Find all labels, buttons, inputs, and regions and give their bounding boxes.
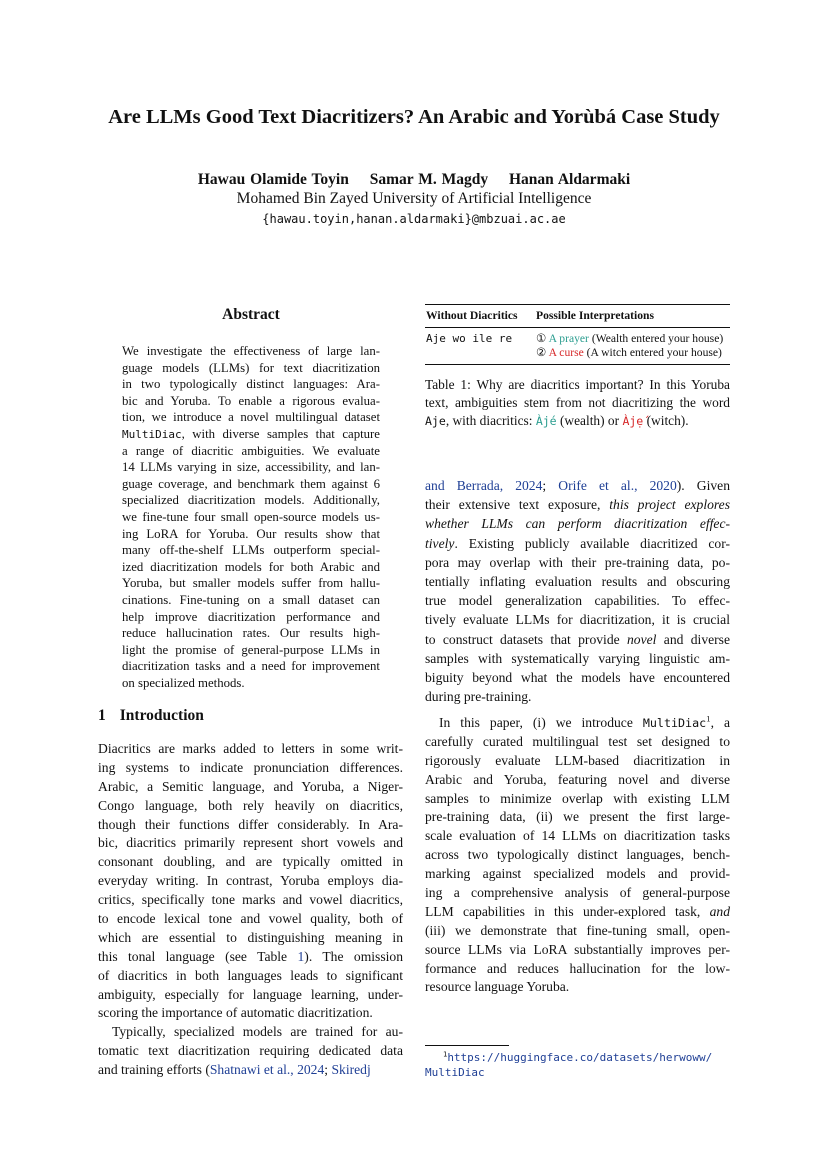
text-line: biguity beyond what the models have encountered <box>425 669 730 685</box>
interpretation-gloss: (Wealth entered your house) <box>591 332 724 346</box>
body-paragraph <box>425 476 730 706</box>
author: Hanan Aldarmaki <box>509 171 631 188</box>
circled-one-icon: ① <box>536 332 547 346</box>
text-span: LLM capabilities in this under-explored task, <box>425 903 710 919</box>
body-paragraph <box>425 714 730 997</box>
text-line: 14 LLMs varying in size, accessibility, and lan- <box>122 460 380 475</box>
citation-link[interactable]: 1 <box>297 948 305 964</box>
interpretation-gloss: (A witch entered your house) <box>586 346 722 360</box>
text-span: , with diacritics: <box>445 413 536 428</box>
section-title: Introduction <box>119 707 204 724</box>
text-line: everyday writing. In contrast, Yoruba employs dia- <box>98 873 403 889</box>
footnote-marker: 1 <box>443 1049 448 1059</box>
text-line: across two typologically distinct languages, bench- <box>425 847 730 863</box>
text-line: tomatic text diacritization requiring dedicated data <box>98 1043 403 1059</box>
text-line: Yoruba, but smaller models suffer from hallu- <box>122 576 380 591</box>
circled-two-icon: ② <box>536 346 547 360</box>
text-line: pre-training data, (ii) we present the first large- <box>425 809 730 825</box>
text-line: scale evaluation of 14 LLMs on diacritization tasks <box>425 828 730 844</box>
text-line: pora may overlap with their pre-training data, po- <box>425 554 730 570</box>
text-line: tively evaluate LLMs for diacritization, it is crucial <box>425 612 730 628</box>
text-line: diacritization tasks and a need for improvement <box>122 659 380 674</box>
text-line: on specialized methods. <box>122 675 245 690</box>
text-line: help improve diacritization performance and <box>122 609 380 624</box>
intro-text <box>98 740 403 1080</box>
text-line <box>425 514 730 533</box>
text-span: and diverse <box>656 631 730 647</box>
text-line: in two typologically distinct languages: Ara- <box>122 377 380 392</box>
text-line: Diacritics are marks added to letters in some writ- <box>98 741 403 756</box>
text-span: (witch). <box>643 413 689 428</box>
text-line: specialized diacritization models. Additionally, <box>122 493 380 508</box>
paper-title: Are LLMs Good Text Diacritizers? An Arabic and Yorùbá Case Study <box>108 106 720 128</box>
text-span: and <box>709 903 730 919</box>
text-line <box>425 495 730 514</box>
text-line: during pre-training. <box>425 689 532 705</box>
author-email: {hawau.toyin,hanan.aldarmaki}@mbzuai.ac.ae <box>262 212 566 226</box>
text-line: Table 1: Why are diacritics important? In this Yoruba <box>425 377 730 392</box>
text-line: Arabic, a Semitic language, and Yoruba, a Niger- <box>98 778 403 794</box>
text-span: tively <box>425 535 455 551</box>
text-span: this project explores <box>609 497 731 513</box>
text-line: ized diacritization models for both Arabic and <box>122 559 380 574</box>
text-line: guage coverage, and benchmark them against 6 <box>122 476 380 491</box>
table-body <box>425 328 730 364</box>
text-line: formance and reduces hallucination for the low- <box>425 960 730 976</box>
citation-link[interactable]: and Berrada, 2024 <box>425 478 543 493</box>
text-line: ing a comprehensive analysis of general-purpose <box>425 885 730 901</box>
text-line: which are essential to distinguishing meaning in <box>98 929 403 945</box>
text-line: bic, diacritics primarily represent short vowels and <box>98 835 403 851</box>
text-span: MultiDiac <box>122 427 182 441</box>
citation-link[interactable]: Skiredj <box>331 1062 371 1078</box>
text-span: Àjẹ́ <box>622 414 644 428</box>
text-line <box>425 412 730 430</box>
text-line <box>425 534 730 553</box>
text-line: carefully curated multilingual test set designed to <box>425 733 730 749</box>
text-line: guage models (LLMs) for text diacritization <box>122 360 380 375</box>
footnote[interactable] <box>425 1050 730 1080</box>
column-header: Possible Interpretations <box>536 309 654 323</box>
text-line: true model generalization capabilities. To effec- <box>425 593 730 609</box>
text-line <box>98 948 403 967</box>
text-line: marking against specialized models and provid- <box>425 866 730 882</box>
footnote-ref[interactable]: 1 <box>706 713 711 724</box>
text-line: rigorously evaluate LLM-based diacritization in <box>425 752 730 768</box>
text-span: . Existing publicly available diacritized cor- <box>454 535 730 551</box>
citation-link[interactable]: Shatnawi et al., 2024 <box>209 1062 325 1078</box>
text-line: text, ambiguities stem from not diacritizing the word <box>425 395 730 410</box>
text-span: ). Given <box>676 478 731 493</box>
text-line: Arabic and Yoruba, featuring novel and diverse <box>425 771 730 787</box>
abstract-heading: Abstract <box>222 306 280 323</box>
text-span: ; <box>542 478 559 493</box>
text-span: Àjé <box>535 414 557 428</box>
table-cell-interpretation <box>536 332 723 346</box>
text-span: this tonal language (see Table <box>98 948 298 964</box>
text-span: and training efforts ( <box>98 1062 210 1078</box>
text-line <box>425 476 730 495</box>
table-cell-interpretation <box>536 346 722 360</box>
text-line: resource language Yoruba. <box>425 979 570 995</box>
affiliation: Mohamed Bin Zayed University of Artificial Intelligence <box>236 190 592 207</box>
text-line: Congo language, both rely heavily on diacritics, <box>98 797 403 813</box>
table-row <box>426 346 730 360</box>
text-line: source LLMs via LoRA substantially improves per- <box>425 941 730 957</box>
text-line: of diacritics in both languages leads to significant <box>98 967 403 983</box>
text-line: reduce hallucination rates. Our results high- <box>122 626 380 641</box>
table-cell-empty <box>426 346 536 360</box>
text-span: MultiDiac <box>642 716 707 730</box>
text-line: samples with systematically varying linguistic am- <box>425 650 730 666</box>
text-line: critics, specifically tone marks and vowel diacritics, <box>98 892 403 908</box>
text-line: tentially inflating evaluation results and obscuring <box>425 573 730 589</box>
abstract-text <box>122 343 380 691</box>
footnote-link[interactable]: MultiDiac <box>425 1066 485 1079</box>
text-line: though their functions differ considerably. In Ara- <box>98 816 403 832</box>
text-line: cinations. Fine-tuning on a small dataset can <box>122 592 380 607</box>
table-cell-input: Aje wo ile re <box>426 332 513 346</box>
author: Hawau Olamide Toyin <box>197 171 349 188</box>
text-line <box>425 714 730 733</box>
text-span: ; <box>324 1062 332 1078</box>
table-header-row <box>425 305 730 327</box>
section-number: 1 <box>98 707 106 724</box>
column-header: Without Diacritics <box>426 309 518 323</box>
text-line: Typically, specialized models are trained for au- <box>112 1024 403 1040</box>
text-line: we fine-tune four small open-source models us- <box>122 509 380 524</box>
interpretation-label: A prayer <box>548 332 589 346</box>
text-line: many off-the-shelf LLMs outperform special- <box>122 543 380 558</box>
table-1 <box>425 304 730 365</box>
text-line: We investigate the effectiveness of large lan- <box>122 344 380 358</box>
text-line: tion, we introduce a novel multilingual dataset <box>122 410 380 425</box>
text-span: to construct datasets that provide <box>425 631 627 647</box>
text-line: consonant doubling, and are typically omitted in <box>98 854 403 870</box>
text-line: ing systems to indicate pronunciation differences. <box>98 759 403 775</box>
section-heading <box>98 707 204 725</box>
text-span: novel <box>627 631 657 647</box>
text-line: ambiguity, especially for language learning, under- <box>98 986 403 1002</box>
text-line: a range of diacritic ambiguities. We evaluate <box>122 443 380 458</box>
text-span: (wealth) or <box>556 413 623 428</box>
text-span: , a <box>710 715 730 730</box>
citation-link[interactable]: Orife et al., 2020 <box>558 478 677 493</box>
author-list <box>0 171 828 189</box>
text-span: ). The omission <box>304 948 403 964</box>
text-span: Aje <box>425 414 446 428</box>
text-line: to encode lexical tone and vowel quality, both of <box>98 911 403 927</box>
text-span: whether LLMs can perform diacritization effec- <box>425 516 730 532</box>
text-line: light the promise of general-purpose LLMs in <box>122 642 380 657</box>
text-line: bic and Yoruba. To enable a rigorous evalua- <box>122 393 380 408</box>
text-line <box>122 426 380 443</box>
table-caption <box>425 376 730 430</box>
text-span: their extensive text exposure, <box>425 497 610 513</box>
text-line: (iii) we demonstrate that fine-tuning small, open- <box>425 922 730 938</box>
text-line: scoring the importance of automatic diacritization. <box>98 1005 373 1021</box>
footnote-rule <box>425 1045 509 1046</box>
interpretation-label: A curse <box>548 346 584 360</box>
text-line <box>425 630 730 649</box>
text-span: , with diverse samples that capture <box>181 426 380 441</box>
text-line: samples to minimize overlap with existing LLM <box>425 790 730 806</box>
text-line: ing LoRA for Yoruba. Our results show that <box>122 526 380 541</box>
author: Samar M. Magdy <box>369 171 489 188</box>
table-bottom-rule <box>425 364 730 365</box>
text-line <box>425 903 730 922</box>
footnote-link[interactable]: https://huggingface.co/datasets/herwoww/ <box>447 1051 713 1064</box>
table-row <box>426 332 730 346</box>
text-span: In this paper, (i) we introduce <box>439 715 643 730</box>
text-line <box>98 1061 403 1080</box>
